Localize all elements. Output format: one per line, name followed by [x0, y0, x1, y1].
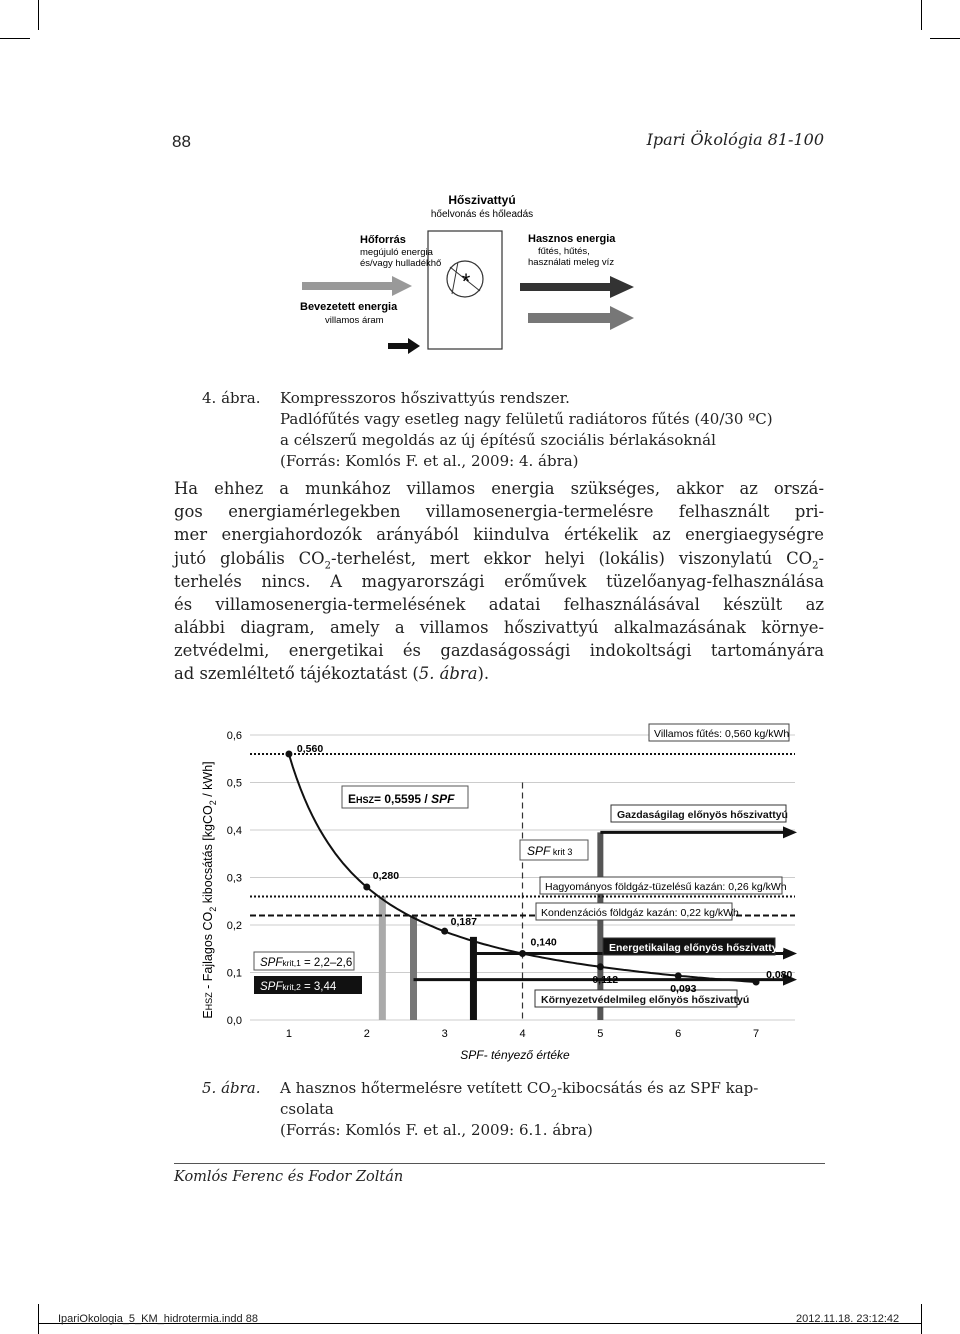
caption4-line3: a célszerű megoldás az új építésű szociális bérlakásoknál [280, 431, 716, 449]
fig4-title: Hőszivattyú [448, 193, 516, 207]
curve-point-label: 0,080 [766, 969, 793, 981]
crop-mark [921, 1304, 922, 1334]
footer-rule [174, 1163, 825, 1164]
curve-point [519, 950, 526, 957]
caption5-line1 [280, 1078, 758, 1106]
caption4-line1: Kompresszoros hőszivattyús rendszer. [280, 389, 570, 407]
zone-label: Gazdaságilag előnyös hőszivattyú [617, 809, 788, 821]
y-tick-label: 0,6 [226, 730, 242, 742]
y-tick-label: 0,4 [226, 825, 242, 837]
caption-text: A hasznos hőtermelésre vetített CO [280, 1079, 551, 1097]
paragraph-text: - [818, 549, 824, 568]
curve-point-label: 0,560 [296, 743, 324, 755]
curve-point-label: 0,280 [372, 870, 400, 882]
crop-mark [0, 38, 30, 39]
figure-reference: 5. ábra [418, 664, 478, 683]
zone-label: Energetikailag előnyös hőszivattyú [609, 942, 785, 954]
paragraph-line: és villamosenergia-termelésének adatai felhasználásával készült az [174, 595, 824, 614]
caption5-line3: (Forrás: Komlós F. et al., 2009: 6.1. ábra) [280, 1121, 593, 1139]
page-number: 88 [172, 132, 191, 151]
curve-point-label: 0,140 [530, 936, 557, 949]
x-tick-label: 3 [441, 1028, 448, 1040]
x-tick-label: 5 [597, 1028, 604, 1040]
ylabel-part: HSZ [204, 992, 214, 1011]
ylabel-part: 2 [208, 800, 218, 806]
co2-spf-chart [190, 720, 810, 1070]
paragraph-text: ). [477, 664, 490, 683]
spf-krit2-label: SPFkrit,2 = 3,44 [260, 981, 337, 993]
useful-energy-arrow [520, 276, 634, 298]
zone-arrowhead [783, 826, 797, 838]
useful-energy-title: Hasznos energia [528, 233, 616, 245]
y-tick-label: 0,5 [226, 777, 242, 790]
total-energy-arrow [528, 306, 634, 330]
input-energy-title: Bevezetett energia [300, 301, 398, 313]
subscript: 2 [812, 560, 819, 572]
ylabel-part: - Fajlagos CO [201, 911, 215, 993]
x-tick-label: 7 [753, 1028, 760, 1040]
reference-label: Hagyományos földgáz-tüzelésű kazán: 0,26 kg/kWh [545, 881, 787, 893]
crop-mark [921, 0, 922, 30]
paragraph-line: mer energiahordozók arányából kiindulva értékelik az energiaegységre [174, 525, 824, 544]
paragraph-text: jutó globális CO [174, 549, 325, 568]
paragraph-text: -terhelést, mert ekkor helyi (lokális) viszonylatú CO [330, 549, 813, 568]
y-axis-label [201, 761, 218, 1018]
caption5-label: 5. ábra. [202, 1079, 261, 1097]
caption-text: -kibocsátás és az SPF kap- [557, 1079, 759, 1097]
slug-filename: IpariOkologia_5_KM_hidrotermia.indd 88 [58, 1313, 258, 1325]
x-tick-label: 4 [519, 1028, 526, 1040]
subscript: 2 [550, 1089, 558, 1100]
crop-mark [38, 0, 39, 30]
crop-mark [38, 1304, 39, 1334]
x-tick-label: 6 [675, 1028, 682, 1040]
curve-point [363, 884, 370, 891]
x-tick-label: 1 [285, 1028, 292, 1040]
heat-source-line1: megújuló energia [360, 247, 433, 258]
curve-point [597, 963, 604, 970]
curve-point [753, 979, 760, 986]
paragraph-line [174, 662, 824, 685]
slug-timestamp: 2012.11.18. 23:12:42 [796, 1313, 900, 1325]
useful-energy-line1: fűtés, hűtés, [538, 246, 590, 257]
caption4-line2: Padlófűtés vagy esetleg nagy felületű radiátoros fűtés (40/30 ºC) [280, 410, 773, 428]
paragraph-line: Ha ehhez a munkához villamos energia szükséges, akkor az orszá- [174, 479, 824, 498]
useful-energy-line2: használati meleg víz [528, 257, 615, 268]
paragraph-text: ad szemléltető tájékoztatást ( [174, 664, 419, 683]
footer-authors: Komlós Ferenc és Fodor Zoltán [174, 1169, 404, 1185]
curve-point-label: 0,093 [670, 982, 697, 995]
zone-arrowhead [783, 948, 797, 960]
curve-point [675, 972, 682, 979]
heat-pump-diagram [280, 190, 680, 365]
ylabel-part: kibocsátás [kgCO [201, 805, 215, 907]
curve-point [285, 751, 292, 758]
paragraph-line: alábbi diagram, amely a villamos hőszivattyú alkalmazásának környe- [174, 618, 824, 637]
paragraph-line: zetvédelmi, energetikai és gazdaságossági indokoltsági tartományára [174, 641, 824, 660]
heat-source-arrow [302, 276, 412, 296]
y-tick-label: 0,1 [226, 967, 242, 980]
x-axis-label: SPF- tényező értéke [460, 1048, 570, 1062]
crop-mark [930, 38, 960, 39]
caption5-line2: csolata [280, 1100, 334, 1118]
ylabel-part: E [201, 1010, 215, 1019]
curve-point-label: 0,187 [450, 916, 477, 929]
svg-text:EHSZ - Fajlagos CO2 kibocsátás [201, 761, 218, 1018]
subscript: 2 [324, 560, 331, 572]
caption4-line4: (Forrás: Komlós F. et al., 2009: 4. ábra) [280, 452, 579, 470]
paragraph-line: terhelés nincs. A magyarországi erőművek tüzelőanyag-felhasználása [174, 572, 824, 591]
y-tick-label: 0,0 [226, 1015, 242, 1027]
compressor-symbol: * [461, 269, 471, 294]
y-tick-label: 0,2 [226, 920, 242, 932]
paragraph-line: gos energiamérlegekben villamosenergia-termelésre felhasznált pri- [174, 502, 824, 521]
electric-input-arrow [388, 338, 420, 354]
curve-point [441, 928, 448, 935]
ylabel-part: / kWh] [201, 761, 215, 801]
caption4-label: 4. ábra. [202, 389, 261, 407]
curve-point-label: 0,112 [592, 973, 619, 986]
heat-source-title: Hőforrás [360, 234, 406, 246]
zone-label: Környezetvédelmileg előnyös hőszivattyú [541, 994, 750, 1006]
spf-krit1-label: SPFkrit,1 = 2,2–2,6 [260, 957, 353, 969]
y-tick-label: 0,3 [226, 872, 242, 885]
reference-label: Villamos fűtés: 0,560 kg/kWh [654, 728, 790, 740]
fig4-subtitle: hőelvonás és hőleadás [430, 209, 534, 220]
journal-title: Ipari Ökológia 81-100 [646, 130, 824, 149]
input-energy-line1: villamos áram [325, 315, 384, 326]
formula-text: EHSZ= 0,5595 / SPF [348, 792, 455, 806]
reference-label: Kondenzációs földgáz kazán: 0,22 kg/kWh [541, 907, 739, 919]
heat-source-line2: és/vagy hulladékhő [360, 258, 442, 269]
spf-krit3-label: SPF krit 3 [527, 844, 573, 858]
x-tick-label: 2 [363, 1028, 370, 1040]
ylabel-part: 2 [208, 906, 218, 912]
